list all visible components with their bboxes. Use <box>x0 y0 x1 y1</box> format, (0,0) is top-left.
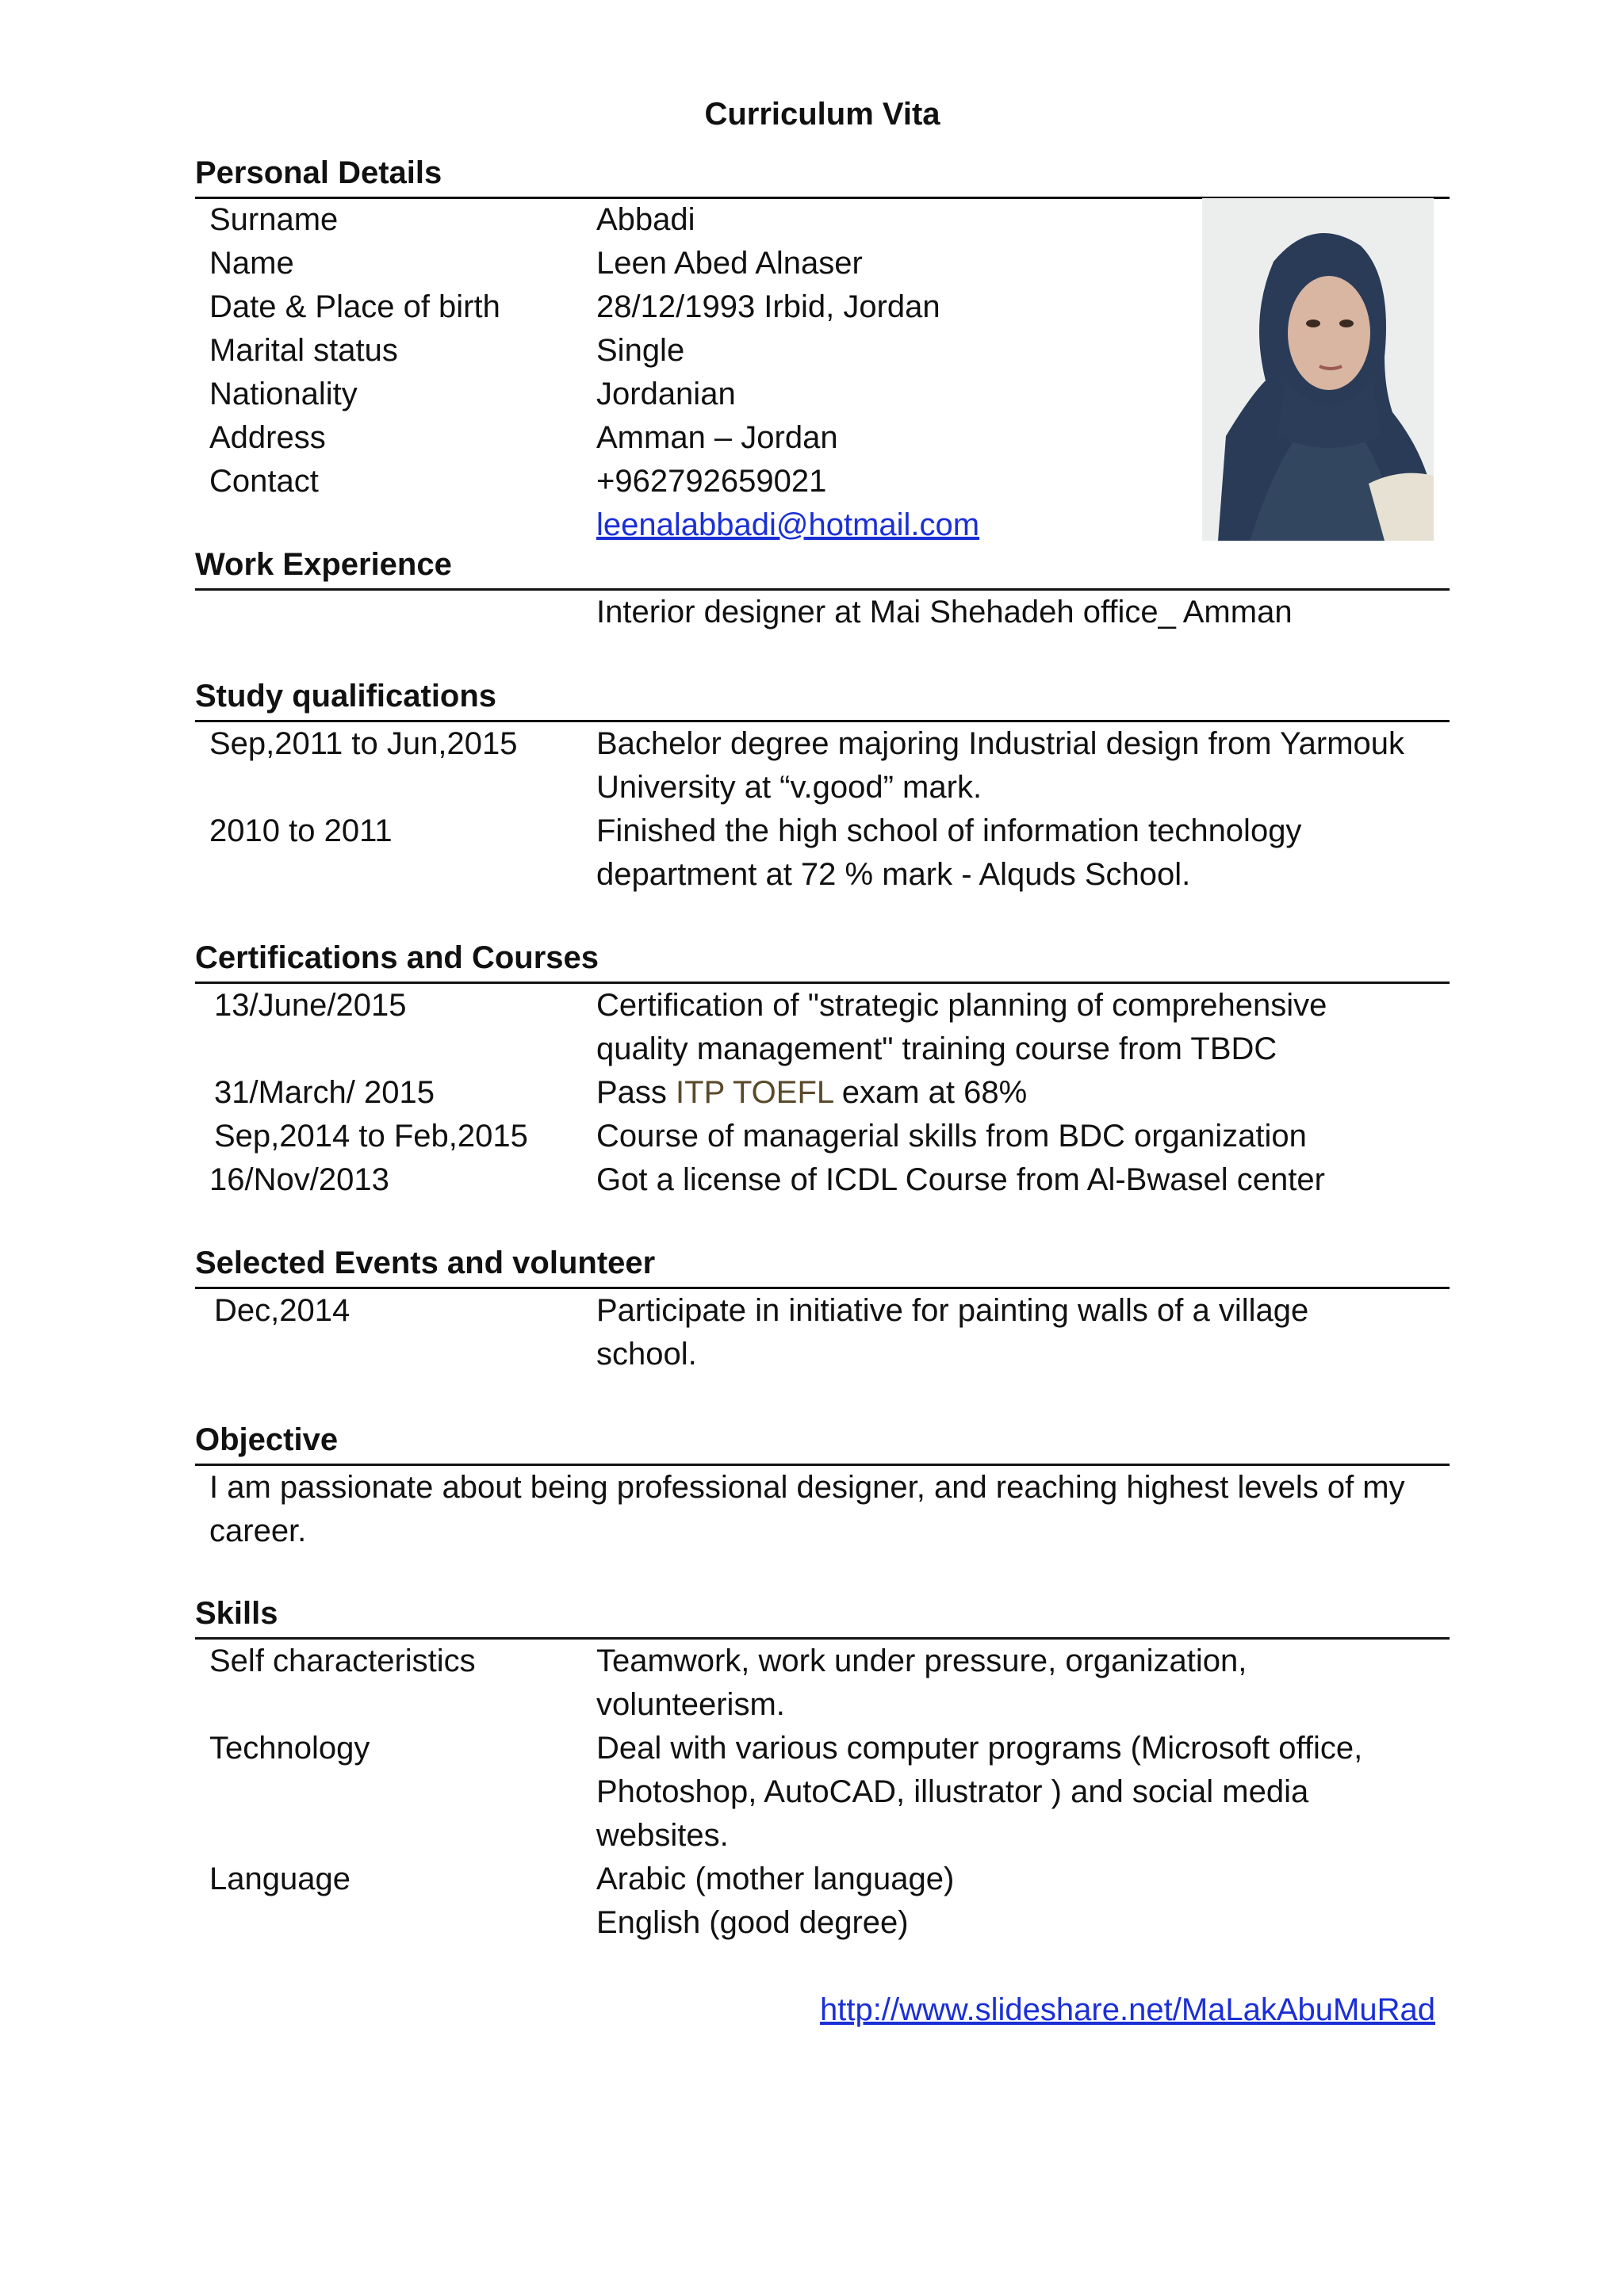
label-name: Name <box>209 246 294 281</box>
skill-text: Deal with various computer programs (Microsoft office, Photoshop, AutoCAD, illustrator ) and social media websites. <box>596 1731 1363 1853</box>
objective-text: I am passionate about being professional designer, and reaching highest levels of my career. <box>209 1470 1405 1548</box>
cert-text: Certification of "strategic planning of comprehensive quality management" training course from TBDC <box>596 988 1327 1066</box>
cert-date: Sep,2014 to Feb,2015 <box>214 1119 528 1154</box>
label-marital: Marital status <box>209 333 398 368</box>
value-nationality: Jordanian <box>596 377 736 411</box>
study-date: Sep,2011 to Jun,2015 <box>209 726 518 761</box>
section-heading-study: Study qualifications <box>195 679 497 714</box>
cert-text <box>596 1071 1027 1115</box>
cert-date: 16/Nov/2013 <box>209 1162 389 1197</box>
cert-text-highlight: ITP TOEFL <box>676 1075 833 1110</box>
skill-label: Technology <box>209 1731 370 1766</box>
work-item: Interior designer at Mai Shehadeh office_ Amman <box>596 595 1293 629</box>
value-surname: Abbadi <box>596 202 695 237</box>
skill-label: Language <box>209 1862 350 1896</box>
value-marital: Single <box>596 333 685 368</box>
section-heading-events: Selected Events and volunteer <box>195 1246 656 1280</box>
portrait-graphic <box>1202 198 1434 541</box>
study-date: 2010 to 2011 <box>209 813 393 848</box>
cert-text: Got a license of ICDL Course from Al-Bwasel center <box>596 1162 1325 1197</box>
event-date: Dec,2014 <box>214 1293 350 1328</box>
skill-text: English (good degree) <box>596 1905 909 1940</box>
section-heading-work: Work Experience <box>195 547 452 582</box>
section-heading-personal: Personal Details <box>195 155 442 190</box>
skill-text: Arabic (mother language) <box>596 1862 955 1896</box>
label-address: Address <box>209 420 326 455</box>
cert-text-post: exam at 68% <box>833 1075 1028 1110</box>
cert-date: 31/March/ 2015 <box>214 1075 435 1110</box>
value-phone: +962792659021 <box>596 464 827 499</box>
label-surname: Surname <box>209 202 339 237</box>
section-heading-certs: Certifications and Courses <box>195 940 599 975</box>
slideshare-link[interactable]: http://www.slideshare.net/MaLakAbuMuRad <box>820 1992 1435 2027</box>
value-name: Leen Abed Alnaser <box>596 246 863 281</box>
section-heading-skills: Skills <box>195 1596 278 1631</box>
label-birth: Date & Place of birth <box>209 289 500 324</box>
skill-label: Self characteristics <box>209 1644 476 1678</box>
label-nationality: Nationality <box>209 377 358 411</box>
cert-text-pre: Pass <box>596 1075 676 1110</box>
cert-date: 13/June/2015 <box>214 988 407 1023</box>
value-birth: 28/12/1993 Irbid, Jordan <box>596 289 940 324</box>
event-text: Participate in initiative for painting walls of a village school. <box>596 1293 1309 1372</box>
section-heading-objective: Objective <box>195 1422 339 1457</box>
page-title: Curriculum Vita <box>704 97 940 132</box>
skill-text: Teamwork, work under pressure, organization, volunteerism. <box>596 1644 1247 1722</box>
label-contact: Contact <box>209 464 319 499</box>
portrait-photo <box>1202 198 1434 541</box>
cert-text: Course of managerial skills from BDC organization <box>596 1119 1307 1154</box>
study-text: Finished the high school of information technology department at 72 % mark - Alquds School. <box>596 813 1302 892</box>
value-address: Amman – Jordan <box>596 420 838 455</box>
email-link[interactable]: leenalabbadi@hotmail.com <box>596 507 980 542</box>
study-text: Bachelor degree majoring Industrial design from Yarmouk University at “v.good” mark. <box>596 726 1405 805</box>
